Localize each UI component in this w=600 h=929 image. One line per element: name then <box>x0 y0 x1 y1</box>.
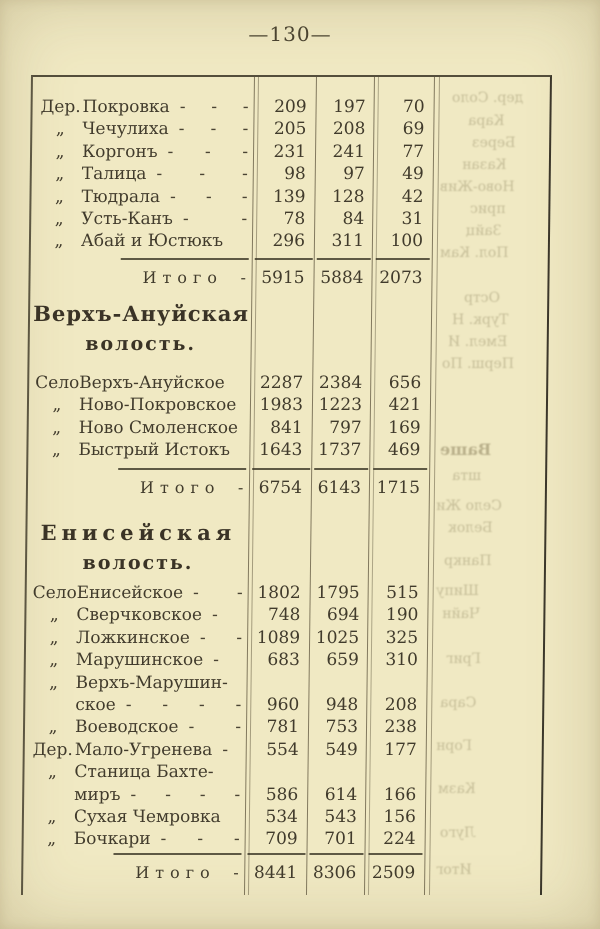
value-col1: 1983 <box>259 395 304 416</box>
value-col3: 310 <box>385 650 418 671</box>
value-col1: 554 <box>266 739 299 760</box>
total-label: Итого <box>139 478 221 497</box>
bleed-through-text: Ваше <box>440 440 492 459</box>
value-col3: 190 <box>385 605 419 626</box>
table-row <box>32 118 549 140</box>
total-col3: 1715 <box>376 478 421 498</box>
value-col2: 1025 <box>315 627 360 648</box>
bleed-through-text: Остр <box>464 290 501 306</box>
table-row <box>29 417 546 439</box>
value-col2: 128 <box>331 186 365 207</box>
total-col3: 2509 <box>371 863 416 883</box>
section2-rows <box>28 372 546 462</box>
leader-dashes: - - <box>182 208 248 229</box>
table-row <box>24 761 541 783</box>
bleed-through-text: Зайц <box>466 223 502 239</box>
settlement-name: Марушинское <box>75 650 204 671</box>
settlement-type: „ <box>54 208 64 229</box>
value-col3: 238 <box>384 717 418 738</box>
value-col3: 656 <box>388 373 422 393</box>
total-row <box>28 475 545 501</box>
total-rule <box>121 258 249 260</box>
settlement-type: „ <box>52 417 62 438</box>
table-row <box>24 784 541 806</box>
settlement-name: Талица <box>81 164 147 185</box>
leader-dashes: - <box>213 650 220 671</box>
leader-dashes: - - - <box>169 186 248 207</box>
total-col2: 5884 <box>320 268 364 288</box>
value-col3: 100 <box>390 231 424 252</box>
value-col1: 1089 <box>256 627 301 648</box>
total-rule <box>317 258 371 260</box>
total-rule <box>368 853 422 855</box>
settlement-name: Воеводское <box>74 717 179 738</box>
total-rule <box>309 853 363 855</box>
bleed-through-text: Пол. Кам <box>440 245 509 261</box>
value-col1: 231 <box>273 141 307 162</box>
settlement-name: Ложкинское <box>76 627 191 648</box>
settlement-type: „ <box>55 119 65 140</box>
settlement-type: „ <box>54 231 64 252</box>
settlement-type: „ <box>55 164 65 185</box>
value-col2: 1795 <box>316 583 360 603</box>
bleed-through-text: прис <box>470 201 506 217</box>
total-rule <box>247 853 305 855</box>
total-col3: 2073 <box>379 268 423 288</box>
value-col3: 49 <box>402 164 424 185</box>
settlement-name: Мало-Угренева <box>74 739 213 760</box>
bleed-through-text: Итог <box>436 862 472 878</box>
bleed-through-text: Село Жи <box>436 498 502 514</box>
value-col2: 948 <box>325 694 359 715</box>
value-col2: 797 <box>329 417 362 438</box>
value-col2: 694 <box>326 605 360 626</box>
total-rule <box>118 468 246 470</box>
value-col2: 614 <box>324 784 358 805</box>
value-col1: 209 <box>274 97 307 117</box>
bleed-through-text: Берез <box>472 135 516 151</box>
settlement-name: Чечулиха <box>82 119 169 140</box>
leader-dashes: - - - - <box>130 784 241 805</box>
section3-header <box>27 517 250 579</box>
bleed-through-text: Ново-Жив <box>440 179 515 195</box>
total-label: Итого <box>135 863 216 882</box>
settlement-type: Дер. <box>40 97 81 117</box>
value-col3: 70 <box>402 97 425 117</box>
bleed-through-text: Григ <box>446 651 481 667</box>
value-col2: 1737 <box>318 440 362 461</box>
table-row <box>27 582 544 604</box>
total-row <box>23 860 540 886</box>
settlement-type: „ <box>51 440 61 461</box>
value-col1: 586 <box>265 784 299 805</box>
settlement-type: „ <box>47 829 57 850</box>
table-row <box>31 186 548 208</box>
bleed-through-text: Панкр <box>444 553 492 569</box>
bleed-through-text: Белок <box>448 520 493 536</box>
leader-dashes <box>240 439 245 461</box>
settlement-name: Бочкари <box>73 829 151 850</box>
value-col1: 1802 <box>257 583 301 603</box>
value-col2: 701 <box>324 829 357 850</box>
total-col1: 5915 <box>261 268 305 288</box>
settlement-name: миръ <box>74 784 121 805</box>
table-row <box>28 439 545 461</box>
table-row <box>24 806 541 828</box>
value-col2: 1223 <box>318 395 363 416</box>
value-col2: 659 <box>326 650 359 671</box>
value-col2: 753 <box>325 717 359 738</box>
bleed-through-text: Кара <box>468 113 505 129</box>
settlement-type: „ <box>49 650 59 671</box>
table-row <box>25 694 542 716</box>
bleed-through-text: Казан <box>462 157 507 173</box>
settlement-type: „ <box>47 806 57 827</box>
volost-word: волость. <box>85 333 197 355</box>
bleed-through-text: Чайн <box>442 606 480 622</box>
value-col2: 97 <box>343 164 365 185</box>
value-col2: 2384 <box>318 373 363 393</box>
value-col3: 166 <box>383 784 417 805</box>
value-col1: 2287 <box>259 373 304 393</box>
table-row <box>26 649 543 671</box>
section1-rows <box>31 96 550 253</box>
table-row <box>29 372 546 394</box>
settlement-name: Ново Смоленское <box>78 417 239 438</box>
total-col2: 6143 <box>317 478 362 498</box>
settlement-name: Станица Бахте- <box>74 762 214 783</box>
table-row <box>26 627 543 649</box>
value-col3: 156 <box>383 806 417 827</box>
leader-dashes: - - - <box>179 97 249 117</box>
leader-dashes: - <box>222 739 229 760</box>
volost-word: волость. <box>82 552 194 574</box>
table-row <box>24 828 541 850</box>
census-table <box>21 75 552 895</box>
bleed-through-text: Сара <box>440 695 477 711</box>
value-col3: 325 <box>385 627 419 648</box>
leader-dashes: - - - <box>160 829 240 850</box>
settlement-name: Сухая Чемровка <box>73 806 221 827</box>
volost-name: Енисейская <box>40 520 237 545</box>
value-col1: 205 <box>273 119 307 140</box>
value-col2: 549 <box>325 739 358 760</box>
total-rule <box>373 468 427 470</box>
leader-dashes: - - - <box>178 119 249 140</box>
total-label: Итого <box>142 268 224 287</box>
value-col3: 169 <box>388 417 421 438</box>
total-rule <box>255 258 313 260</box>
value-col3: 421 <box>388 395 422 416</box>
bleed-through-text: Луго <box>440 825 476 841</box>
settlement-type: „ <box>52 395 62 416</box>
bleed-through-text: Горн <box>436 738 472 754</box>
bleed-through-text: Емел. И <box>448 334 508 350</box>
leader-dashes: - - <box>188 717 242 738</box>
leader-dashes <box>231 806 241 828</box>
bleed-through-text: дер. Соло <box>452 90 524 106</box>
table-row <box>32 96 549 118</box>
value-col1: 683 <box>267 650 300 671</box>
total-col2: 8306 <box>312 863 357 883</box>
total-dash: - <box>240 268 247 287</box>
table-row <box>31 208 548 230</box>
section1-total <box>30 258 547 298</box>
settlement-type: „ <box>48 717 58 738</box>
value-col2: 84 <box>342 208 365 229</box>
total-dash: - <box>233 863 239 882</box>
settlement-name: Покровка <box>82 97 170 117</box>
settlement-name: Енисейское <box>76 583 184 603</box>
value-col3: 42 <box>401 186 424 207</box>
settlement-name: Коргонъ <box>81 141 158 162</box>
leader-dashes <box>223 761 240 783</box>
settlement-type: Село <box>35 373 80 393</box>
value-col1: 748 <box>267 605 301 626</box>
bleed-through-text: Перш. По <box>442 356 515 372</box>
value-col3: 208 <box>384 694 418 715</box>
total-dash: - <box>237 478 244 497</box>
total-col1: 6754 <box>258 478 303 498</box>
settlement-name: Верхъ-Ануйское <box>79 373 225 393</box>
settlement-type: „ <box>49 605 59 626</box>
page-number: —130— <box>248 22 332 46</box>
section2-total <box>28 468 545 508</box>
value-col1: 78 <box>283 208 306 229</box>
settlement-name: Быстрый Истокъ <box>78 440 231 461</box>
leader-dashes <box>235 372 246 394</box>
leader-dashes <box>238 672 242 694</box>
table-row <box>26 604 543 626</box>
value-col1: 960 <box>266 694 300 715</box>
value-col2: 241 <box>332 141 366 162</box>
table-row <box>32 141 549 163</box>
value-col2: 543 <box>324 806 358 827</box>
settlement-name: Сверчковское <box>76 605 203 626</box>
settlement-name: Усть-Канъ <box>81 208 174 229</box>
leader-dashes: - <box>211 605 218 626</box>
settlement-type: „ <box>54 186 65 207</box>
value-col1: 534 <box>265 806 299 827</box>
total-rule <box>252 468 310 470</box>
settlement-type: „ <box>55 141 65 162</box>
value-col1: 98 <box>284 164 306 185</box>
value-col3: 515 <box>386 583 419 603</box>
settlement-name: Ново-Покровское <box>78 395 237 416</box>
bleed-through-text: Казм <box>438 781 476 797</box>
leader-dashes: - - <box>192 583 243 603</box>
settlement-type: „ <box>49 672 59 693</box>
leader-dashes: - - - <box>156 164 248 185</box>
value-col1: 781 <box>266 717 300 738</box>
value-col3: 224 <box>383 829 416 850</box>
table-row <box>25 716 542 738</box>
section2-header <box>30 298 253 360</box>
settlement-type: „ <box>49 627 59 648</box>
settlement-type: „ <box>47 762 58 783</box>
total-rule <box>113 853 241 855</box>
table-row <box>25 672 542 694</box>
table-row <box>31 230 548 252</box>
value-col1: 296 <box>272 231 306 252</box>
leader-dashes <box>233 230 247 252</box>
settlement-type: Дер. <box>32 739 73 760</box>
value-col2: 311 <box>331 231 365 252</box>
value-col3: 77 <box>402 141 425 162</box>
settlement-name: ское <box>75 694 116 715</box>
bleed-through-text: шта <box>452 468 482 484</box>
bleed-through-text: Шипу <box>436 583 479 599</box>
table-row <box>32 163 549 185</box>
settlement-name: Тюдрала <box>81 186 161 207</box>
settlement-name: Верхъ-Марушин- <box>75 672 228 693</box>
value-col3: 469 <box>387 440 421 461</box>
total-rule <box>376 258 430 260</box>
value-col3: 177 <box>384 739 417 760</box>
value-col3: 69 <box>402 119 425 140</box>
settlement-type: Село <box>32 583 77 603</box>
leader-dashes: - - - <box>167 141 249 162</box>
value-col1: 1643 <box>259 440 303 461</box>
table-row <box>29 394 546 416</box>
section3-rows <box>24 582 544 851</box>
bleed-through-text: Турк. Н <box>452 312 509 328</box>
total-rule <box>314 468 368 470</box>
total-col1: 8441 <box>253 863 298 883</box>
value-col3: 31 <box>401 208 424 229</box>
total-row <box>30 265 547 291</box>
value-col2: 208 <box>332 119 366 140</box>
leader-dashes: - - <box>199 627 243 648</box>
volost-name: Верхъ-Ануйская <box>33 301 250 326</box>
section3-total <box>23 853 540 893</box>
settlement-name: Абай и Юстюкъ <box>80 231 224 252</box>
value-col1: 841 <box>270 417 303 438</box>
table-row <box>25 739 542 761</box>
value-col1: 709 <box>265 829 298 850</box>
value-col2: 197 <box>333 97 366 117</box>
leader-dashes: - - - - <box>125 694 242 715</box>
value-col1: 139 <box>272 186 306 207</box>
